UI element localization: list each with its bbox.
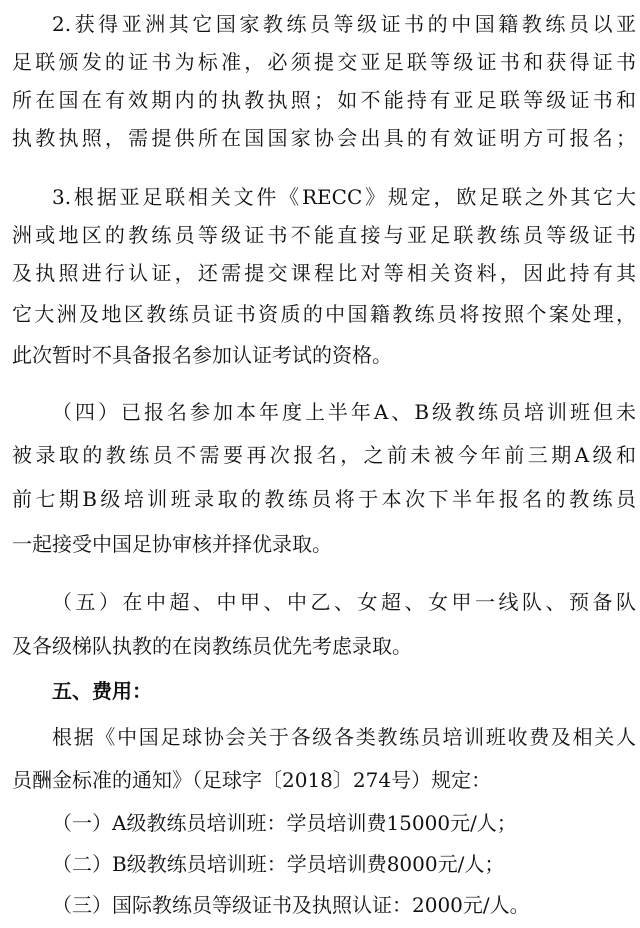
paragraph-line: 3.根据亚足联相关文件《RECC》规定，欧足联之外其它大 — [52, 185, 636, 209]
paragraph-line: 所在国在有效期内的执教执照；如不能持有亚足联等级证书和 — [12, 88, 636, 112]
fee-item: （三）国际教练员等级证书及执照认证：2000元/人。 — [52, 893, 530, 917]
fee-item: （一）A级教练员培训班：学员培训费15000元/人； — [52, 811, 517, 835]
paragraph-line: 此次暂时不具备报名参加认证考试的资格。 — [12, 343, 392, 367]
paragraph-line: 2.获得亚洲其它国家教练员等级证书的中国籍教练员以亚 — [52, 12, 636, 36]
paragraph-line: 及各级梯队执教的在岗教练员优先考虑录取。 — [12, 634, 412, 658]
paragraph-line: 洲或地区的教练员等级证书不能直接与亚足联教练员等级证书 — [12, 223, 636, 247]
paragraph-line: 根据《中国足球协会关于各级各类教练员培训班收费及相关人 — [52, 725, 636, 749]
paragraph-line: 员酬金标准的通知》（足球字〔2018〕274号）规定： — [12, 768, 492, 792]
paragraph-line: 一起接受中国足协审核并择优录取。 — [12, 532, 332, 556]
section-heading: 五、费用： — [52, 679, 152, 703]
paragraph-line: 被录取的教练员不需要再次报名，之前未被今年前三期A级和 — [12, 443, 636, 467]
paragraph-line: 它大洲及地区教练员证书资质的中国籍教练员将按照个案处理， — [12, 302, 636, 326]
paragraph-line: 足联颁发的证书为标准，必须提交亚足联等级证书和获得证书 — [12, 50, 636, 74]
paragraph-line: 前七期B级培训班录取的教练员将于本次下半年报名的教练员 — [12, 487, 636, 511]
fee-item: （二）B级教练员培训班：学员培训费8000元/人； — [52, 852, 505, 876]
paragraph-line: （五）在中超、中甲、中乙、女超、女甲一线队、预备队 — [52, 590, 636, 614]
paragraph-line: 执教执照，需提供所在国国家协会出具的有效证明方可报名； — [12, 126, 636, 150]
paragraph-line: （四）已报名参加本年度上半年A、B级教练员培训班但未 — [52, 400, 636, 424]
paragraph-line: 及执照进行认证，还需提交课程比对等相关资料，因此持有其 — [12, 261, 636, 285]
